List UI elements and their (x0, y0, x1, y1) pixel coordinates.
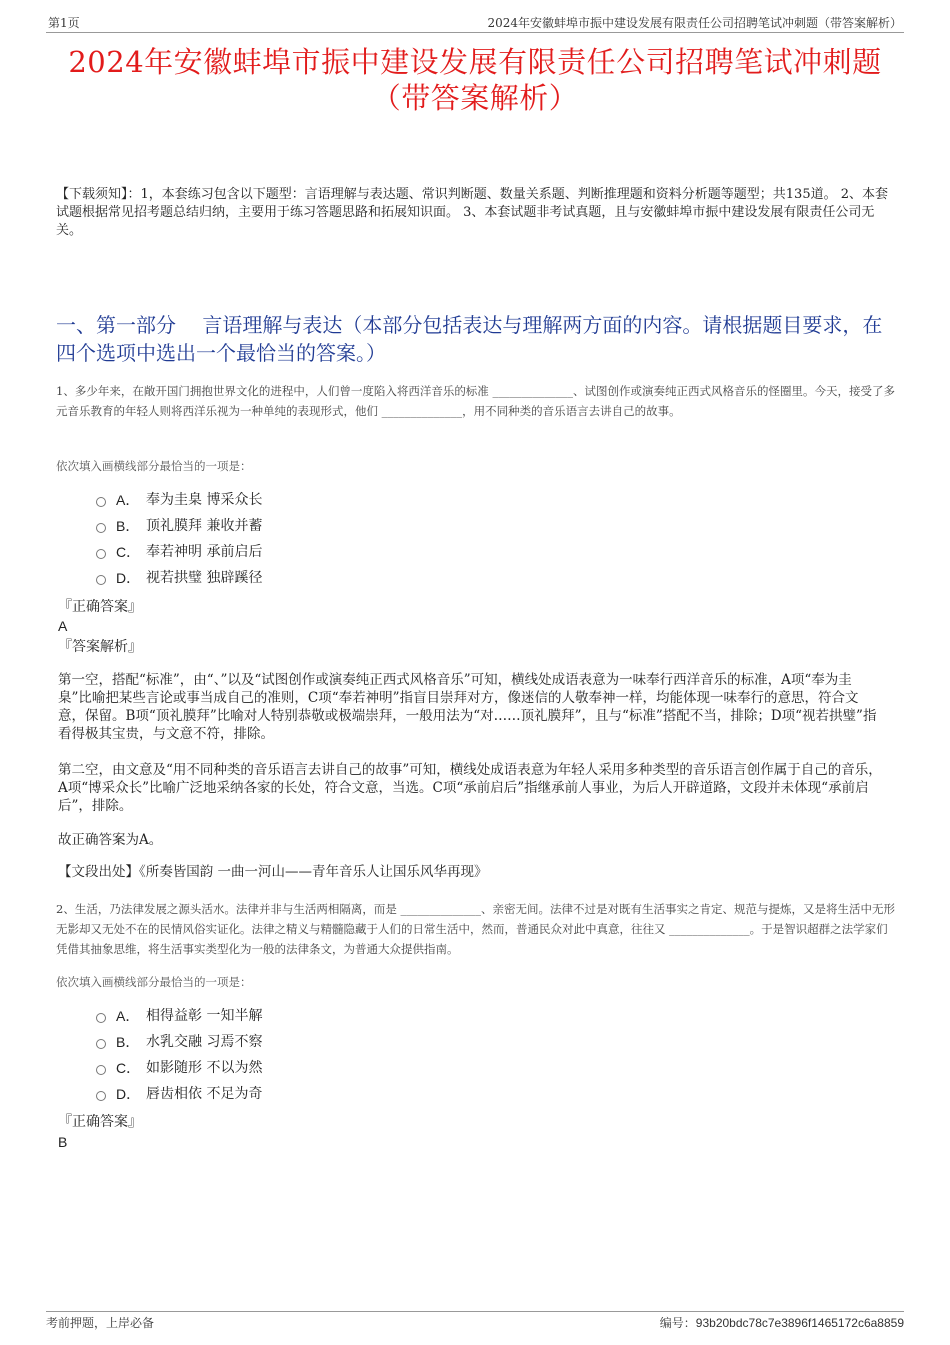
page-number: 第1页 (48, 16, 80, 30)
q1-option-d[interactable] (96, 565, 262, 591)
q1-analysis-paragraph-2: 第二空，由文意及“用不同种类的音乐语言去讲自己的故事”可知，横线处成语表意为年轻人采用多种类型的音乐语言创作属于自己的音乐，A项“博采众长”比喻广泛地采纳各家的长处，符合文意，当选。C项“承前启后”指继承前人事业，为后人开辟道路，文段并未体现“承前启后”，排除。 (58, 762, 882, 814)
radio-button-icon[interactable] (96, 1039, 106, 1049)
q2-option-b[interactable] (96, 1029, 262, 1055)
option-text: 视若拱璧 独辟蹊径 (146, 570, 263, 586)
option-text: 顶礼膜拜 兼收并蓄 (146, 518, 263, 534)
option-letter: C． (116, 544, 141, 560)
q2-answer-label: 『正确答案』 (58, 1114, 142, 1130)
page-footer (46, 1311, 904, 1332)
radio-button-icon[interactable] (96, 549, 106, 559)
download-notice: 【下载须知】：1，本套练习包含以下题型：言语理解与表达题、常识判断题、数量关系题、判断推理题和资料分析题等题型；共135道。 2、本套试题根据常见招考题总结归纳，主要用于练习答题思路和拓展知识面。 3、本套试题非考试真题，且与安徽蚌埠市振中建设发展有限责任公司无关。 (56, 187, 888, 238)
q1-analysis-label: 『答案解析』 (58, 639, 142, 655)
radio-button-icon[interactable] (96, 1091, 106, 1101)
option-letter: A． (116, 1008, 140, 1024)
title-line-2: （带答案解析） (371, 81, 579, 115)
footer-slogan: 考前押题，上岸必备 (46, 1316, 155, 1330)
q1-conclusion: 故正确答案为A。 (58, 832, 163, 848)
question-2-prompt: 依次填入画横线部分最恰当的一项是： (56, 975, 252, 989)
option-letter: D． (116, 570, 141, 586)
radio-button-icon[interactable] (96, 1013, 106, 1023)
option-letter: B． (116, 1034, 140, 1050)
document-title (40, 44, 910, 116)
option-letter: C． (116, 1060, 141, 1076)
q1-answer: A (58, 618, 68, 634)
question-2-options (96, 1003, 262, 1107)
option-text: 水乳交融 习焉不察 (146, 1034, 263, 1050)
page-header (46, 14, 904, 33)
q1-analysis-paragraph-1: 第一空，搭配“标准”，由“、”以及“试图创作或演奏纯正西式风格音乐”可知，横线处成语表意为一味奉行西洋音乐的标准，A项“奉为圭臬”比喻把某些言论或事当成自己的准则，C项“奉若神明”指盲目崇拜对方，像迷信的人敬奉神一样，均能体现一味奉行的意思，符合文意，保留。B项“顶礼膜拜”比喻对人特别恭敬或极端崇拜，一般用法为“对……顶礼膜拜”，且与“标准”搭配不当，排除；D项“视若拱璧”指看得极其宝贵，与文意不符，排除。 (58, 672, 877, 742)
question-1-text: 1、多少年来，在敞开国门拥抱世界文化的进程中，人们曾一度陷入将西洋音乐的标准 ______________、试图创作或演奏纯正西式风格音乐的怪圈里。今天，接受了多元音乐教育的年轻人则将西洋乐视为一种单纯的表现形式，他们 ______________，用不同种类的音乐语言去讲自己的故事。 (56, 384, 895, 418)
question-2-text: 2、生活，乃法律发展之源头活水。法律并非与生活两相隔离，而是 ______________、亲密无间。法律不过是对既有生活事实之肯定、规范与提炼，又是将生活中无形无影却又无处不在的民情风俗实证化。法律之精义与精髓隐藏于人们的日常生活中，然而，普通民众对此中真意，往往又 ______________。于是智识超群之法学家们凭借其抽象思维，将生活事实类型化为一般的法律条文，为普通大众提供指南。 (56, 902, 895, 956)
radio-button-icon[interactable] (96, 497, 106, 507)
q1-option-a[interactable] (96, 487, 262, 513)
option-text: 相得益彰 一知半解 (146, 1008, 263, 1024)
q1-option-c[interactable] (96, 539, 262, 565)
option-text: 奉若神明 承前启后 (146, 544, 263, 560)
section-heading: 一、第一部分 言语理解与表达（本部分包括表达与理解两方面的内容。请根据题目要求，在四个选项中选出一个最恰当的答案。） (56, 313, 883, 365)
option-letter: A． (116, 492, 140, 508)
q2-option-c[interactable] (96, 1055, 262, 1081)
question-1-options (96, 487, 262, 591)
radio-button-icon[interactable] (96, 523, 106, 533)
option-text: 唇齿相依 不足为奇 (146, 1086, 263, 1102)
q1-answer-label: 『正确答案』 (58, 599, 142, 615)
option-letter: B． (116, 518, 140, 534)
footer-serial-number: 编号：93b20bdc78c7e3896f1465172c6a8859 (659, 1316, 904, 1330)
q2-answer: B (58, 1134, 68, 1150)
q1-source: 【文段出处】《所奏皆国韵 一曲一河山——青年音乐人让国乐风华再现》 (58, 864, 488, 880)
option-text: 奉为圭臬 博采众长 (146, 492, 263, 508)
option-letter: D． (116, 1086, 141, 1102)
q2-option-a[interactable] (96, 1003, 262, 1029)
title-line-1: 2024年安徽蚌埠市振中建设发展有限责任公司招聘笔试冲刺题 (68, 45, 882, 79)
q1-option-b[interactable] (96, 513, 262, 539)
question-1-prompt: 依次填入画横线部分最恰当的一项是： (56, 459, 252, 473)
radio-button-icon[interactable] (96, 575, 106, 585)
radio-button-icon[interactable] (96, 1065, 106, 1075)
header-doc-title: 2024年安徽蚌埠市振中建设发展有限责任公司招聘笔试冲刺题（带答案解析） (487, 16, 902, 30)
option-text: 如影随形 不以为然 (146, 1060, 263, 1076)
q2-option-d[interactable] (96, 1081, 262, 1107)
